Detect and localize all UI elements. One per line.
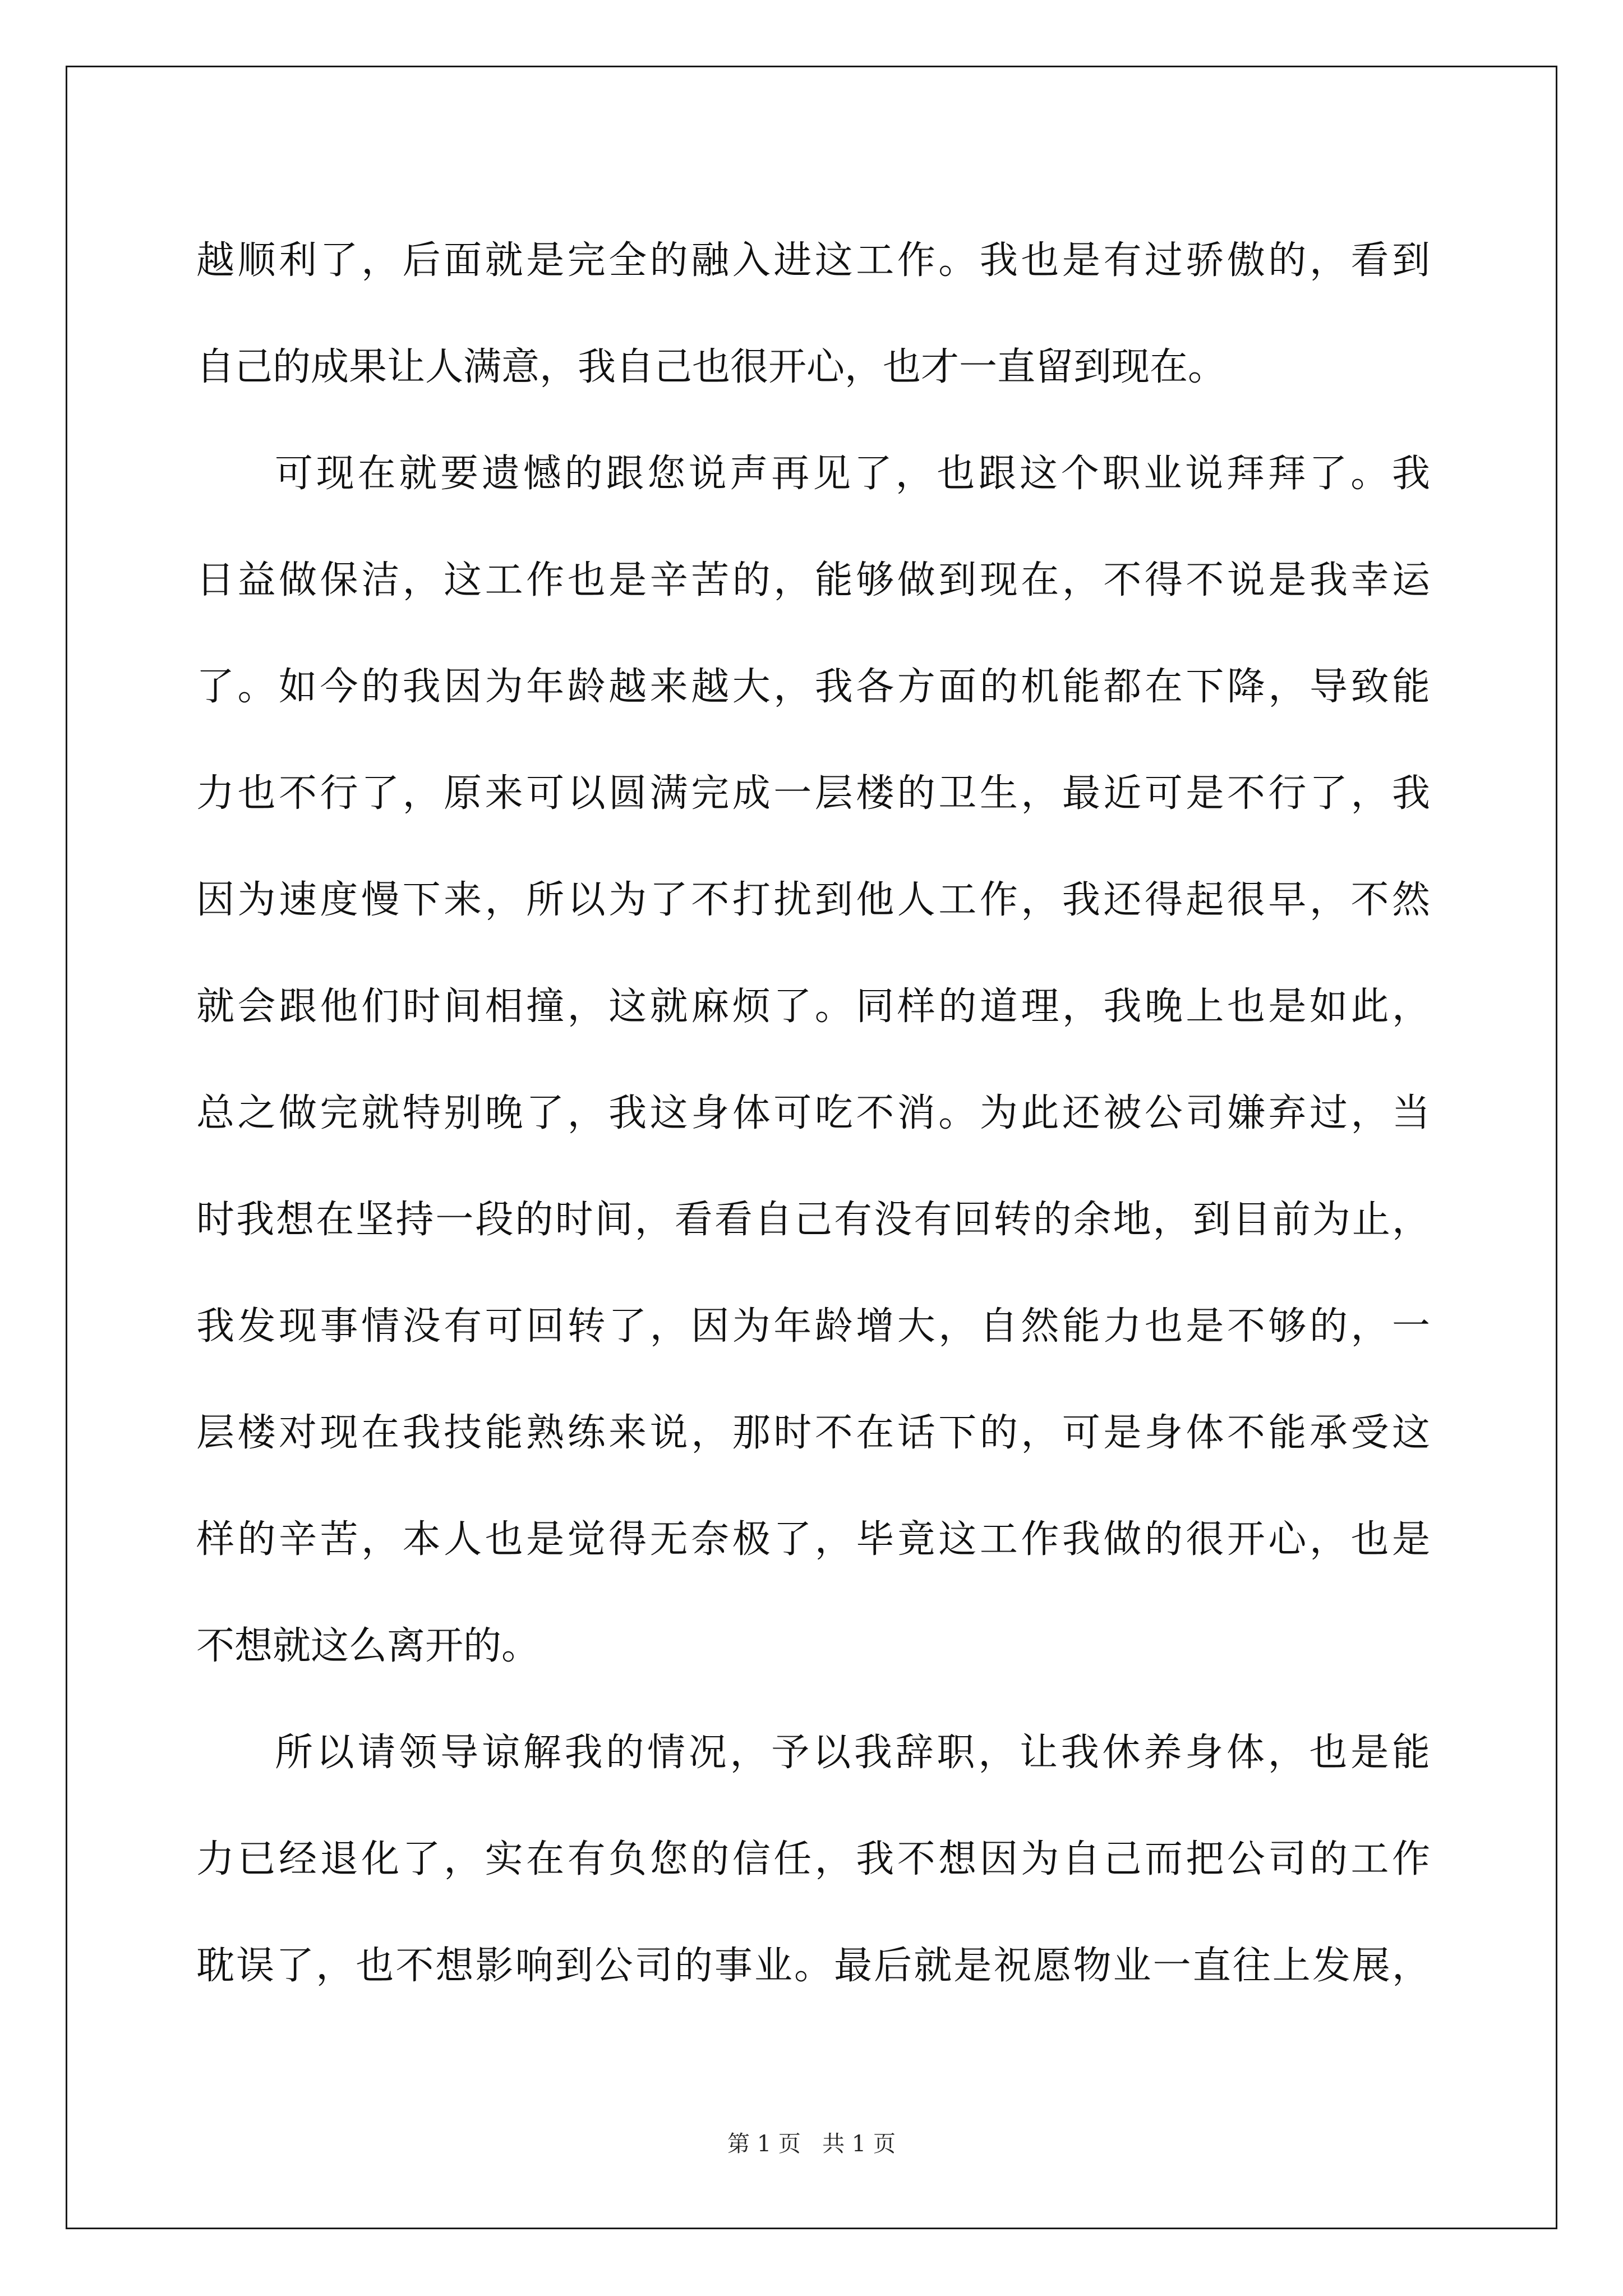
document-body (196, 208, 1430, 2019)
text-line: 力也不行了，原来可以圆满完成一层楼的卫生，最近可是不行了，我 (196, 771, 1430, 816)
text-line: 了。如今的我因为年龄越来越大，我各方面的机能都在下降，导致能 (196, 665, 1430, 709)
text-line: 就会跟他们时间相撞，这就麻烦了。同样的道理，我晚上也是如此， (196, 984, 1430, 1029)
text-line: 越顺利了，后面就是完全的融入进这工作。我也是有过骄傲的，看到 (196, 238, 1430, 283)
page-number: 第 1 页 (727, 2131, 801, 2157)
page-total: 共 1 页 (822, 2131, 896, 2157)
text-line: 我发现事情没有可回转了，因为年龄增大，自然能力也是不够的，一 (196, 1304, 1430, 1349)
text-line: 层楼对现在我技能熟练来说，那时不在话下的，可是身体不能承受这 (196, 1411, 1430, 1455)
page-footer (0, 2126, 1623, 2158)
text-line: 总之做完就特别晚了，我这身体可吃不消。为此还被公司嫌弃过，当 (196, 1091, 1430, 1135)
text-line: 不想就这么离开的。 (196, 1624, 540, 1668)
text-line: 样的辛苦，本人也是觉得无奈极了，毕竟这工作我做的很开心，也是 (196, 1517, 1430, 1562)
text-line: 可现在就要遗憾的跟您说声再见了，也跟这个职业说拜拜了。我 (275, 452, 1430, 496)
text-line: 自己的成果让人满意，我自己也很开心，也才一直留到现在。 (196, 345, 1227, 389)
text-line: 因为速度慢下来，所以为了不打扰到他人工作，我还得起很早，不然 (196, 878, 1430, 922)
text-line: 力已经退化了，实在有负您的信任，我不想因为自己而把公司的工作 (196, 1837, 1430, 1881)
text-line: 耽误了，也不想影响到公司的事业。最后就是祝愿物业一直往上发展， (196, 1944, 1430, 1988)
text-line: 时我想在坚持一段的时间，看看自己有没有回转的余地，到目前为止， (196, 1198, 1430, 1242)
text-line: 所以请领导谅解我的情况，予以我辞职，让我休养身体，也是能 (275, 1731, 1430, 1775)
text-line: 日益做保洁，这工作也是辛苦的，能够做到现在，不得不说是我幸运 (196, 558, 1430, 602)
